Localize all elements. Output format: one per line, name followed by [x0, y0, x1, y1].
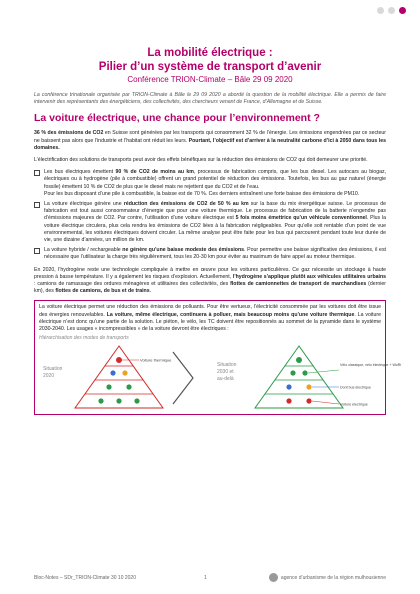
b1-line-2: Pour les bus disposant d’une pile à combustible, la baisse est de 70 %. Ces derniers entraînent une forte baisse des émissions de PM10.	[44, 190, 360, 197]
pedestrian-icon	[296, 357, 302, 363]
agency-logo	[269, 573, 386, 582]
bike-icon	[106, 385, 111, 390]
p3-bold-3: flottes de camions, de bus et de trains	[55, 288, 150, 295]
fig-right-annot-3: Voiture électrique	[340, 402, 368, 407]
b3-bold: ne génère qu’une baisse modeste des émissions	[122, 247, 245, 254]
checkbox-bullet-icon	[34, 248, 40, 254]
p1-bold: 36 % des émissions de CO2	[34, 130, 104, 137]
box-rest: . La voiture électrique n’est donc qu’une partie de la solution. Le piéton, le vélo, les TC doivent être repositionnés au sommet de la pyramide dans le système 2030-2040. Les usages « incompressibles » de la voiture devront être électriques :	[39, 311, 381, 333]
paragraph-2: L’électrification des solutions de transports peut avoir des effets bénéfiques sur la réduction des émissions de CO2 qui doit demeurer une priorité.	[34, 157, 368, 164]
p3-mid-2: (dernier km), des	[34, 281, 386, 295]
pedestrian-icon	[134, 399, 139, 404]
bus-icon	[110, 371, 115, 376]
b2-bold: réduction des émissions de CO2 de 50 % au km	[123, 201, 249, 208]
annot-line	[312, 401, 339, 404]
b1-bold: 90 % de CO2 de moins au km	[115, 169, 194, 176]
fig-right-label-2: 2030 et	[217, 369, 234, 376]
box-pre: La voiture électrique permet une réduction des émissions de polluants. Pour être vertueux, l’électricité consommée par les voitures doit être issue des énergies renouvelables.	[39, 304, 381, 318]
pedestrian-icon	[116, 399, 121, 404]
b3-pre: La voiture hybride / rechargeable	[44, 247, 123, 254]
bus-icon	[286, 385, 291, 390]
p3-bold: l’hydrogène s’applique plutôt aux véhicules utilitaires urbains	[232, 273, 386, 280]
p1-bold-2: Pourtant, l’objectif est d’arriver à la neutralité carbone d’ici à 2050 dans tous les domaines.	[34, 137, 386, 151]
paragraph-1	[34, 130, 386, 152]
dot-icon	[388, 7, 395, 14]
b2-bold-2: 5 fois moins émettrice qu’un véhicule conventionnel	[235, 215, 367, 222]
b1-pre: Les bus électriques émettent	[44, 169, 116, 176]
b2-rest: . Plus la voiture électrique circulera, plus cela rendra les émissions de CO2 liées à la fabrication négligeables. Pour qu’elle soit rentable d’un point de vue environnemental, les voitures électriques doivent circuler. La même analyse peut être faite pour les bus qui parcourent pendant toute leur durée de vie, une dizaine d’années, un million de km.	[44, 215, 386, 244]
car-icon	[306, 399, 311, 404]
train-icon	[122, 371, 127, 376]
b3-rest: . Pour permettre une baisse significative des émissions, il est nécessaire que l’utilisateur la charge très régulièrement, tous les 20-30 km pour éviter au maximum de faire appel au moteur thermique.	[44, 247, 386, 261]
b1-rest: , processus de fabrication compris, que les bus diesel. Les autocars au biogaz, électriques ou à hydrogène (pile à combustible) offrent un grand potentiel de réduction des émissions. Toutefois, les bus au gaz naturel (énergie fossile) émettent 10 % de CO2 de plus que le diesel mais ne rejettent que du CO2 et de l’eau.	[44, 169, 386, 190]
checkbox-bullet-icon	[34, 202, 40, 208]
bullet-list	[34, 169, 386, 261]
p3-end: .	[149, 288, 152, 295]
bike-icon	[290, 371, 295, 376]
bike-icon	[302, 371, 307, 376]
b2-pre: La voiture électrique génère une	[44, 201, 124, 208]
fig-right-label-1: Situation	[217, 362, 237, 369]
p3-mid: : camions de ramassage des ordures ménagères et utilitaires des collectivités, des	[34, 281, 231, 288]
p3-bold-2: flottes de camionnettes de transport de marchandises	[230, 281, 367, 288]
dot-icon	[399, 7, 406, 14]
annot-line	[308, 370, 339, 373]
dot-icon	[377, 7, 384, 14]
list-item	[34, 169, 386, 198]
fig-right-annot-2: Dont bus électrique	[340, 385, 371, 390]
car-icon	[286, 399, 291, 404]
pyramid-diagram	[39, 342, 402, 412]
fig-left-label-2: 2020	[43, 373, 55, 380]
intro-paragraph: La conférence trinationale organisée par TRION-Climate à Bâle le 29 09 2020 a abordé la question de la mobilité électrique. Elle a permis de faire intervenir des représentants des énergéticiens, des collectivités, des chercheurs venant de France, d’Allemagne et de Suisse.	[34, 92, 386, 106]
section-title: La voiture électrique, une chance pour l’environnement ?	[34, 112, 320, 125]
right-pyramid	[255, 346, 343, 408]
title-line-1: La mobilité électrique :	[147, 47, 273, 59]
footer-left: Bloc-Notes – SDr_TRION-Climate 30 10 2020	[34, 574, 136, 581]
fig-right-annot-1: Vélo classique, vélo électrique + WoRi	[340, 363, 402, 368]
list-item	[34, 247, 386, 261]
fig-left-label-1: Situation	[43, 366, 63, 373]
page-footer	[34, 573, 386, 582]
list-item	[34, 201, 386, 244]
p3-pre: En 2020, l’hydrogène reste une technologie compliquée à mettre en œuvre pour les voitures particulières. Ce gaz nécessite un stockage à haute pression à basse température. Il y a également les risques d’explosion. Actuellement,	[34, 266, 386, 280]
footer-right: agence d’urbanisme de la région mulhousienne	[280, 574, 386, 581]
highlight-box	[34, 300, 402, 415]
arrow-icon	[173, 352, 193, 404]
box-paragraph	[39, 304, 381, 333]
page-number: 1	[204, 574, 207, 581]
car-icon	[116, 357, 122, 363]
bike-icon	[126, 385, 131, 390]
subtitle: Conférence TRION-Climate – Bâle 29 09 2020	[127, 75, 293, 84]
agency-logo-icon	[269, 573, 278, 582]
figure-title: Hiérarchisation des modes de transports	[39, 335, 129, 342]
paragraph-3	[34, 267, 386, 296]
p1-rest: en Suisse sont générées par les transports qui consomment 32 % de l’énergie. Les émissions engendrées par ce secteur ne baissent pas alors que l’industrie et l’habitat ont réduit les leurs.	[34, 130, 386, 144]
decorative-dots	[377, 7, 406, 14]
b2-mid: sur la base du mix énergétique suisse. Le processus de fabrication est tout aussi consommateur d’énergie que pour une voiture thermique. Le processus de fabrication de la batterie n’engendre pas d’émissions majeures de CO2. Par contre, l’utilisation d’une voiture électrique est	[44, 201, 386, 222]
train-icon	[306, 385, 311, 390]
pedestrian-icon	[98, 399, 103, 404]
document-page	[34, 46, 402, 415]
title-line-2: Pilier d’un système de transport d’avenir	[98, 61, 322, 73]
pyramid-figure	[39, 342, 402, 412]
fig-right-label-3: au-delà	[217, 376, 234, 383]
fig-left-annot: Voiture thermique	[140, 357, 172, 363]
checkbox-bullet-icon	[34, 170, 40, 176]
box-bold: La voiture, même électrique, continuera à polluer, mais beaucoup moins qu’une voiture thermique	[106, 311, 355, 318]
